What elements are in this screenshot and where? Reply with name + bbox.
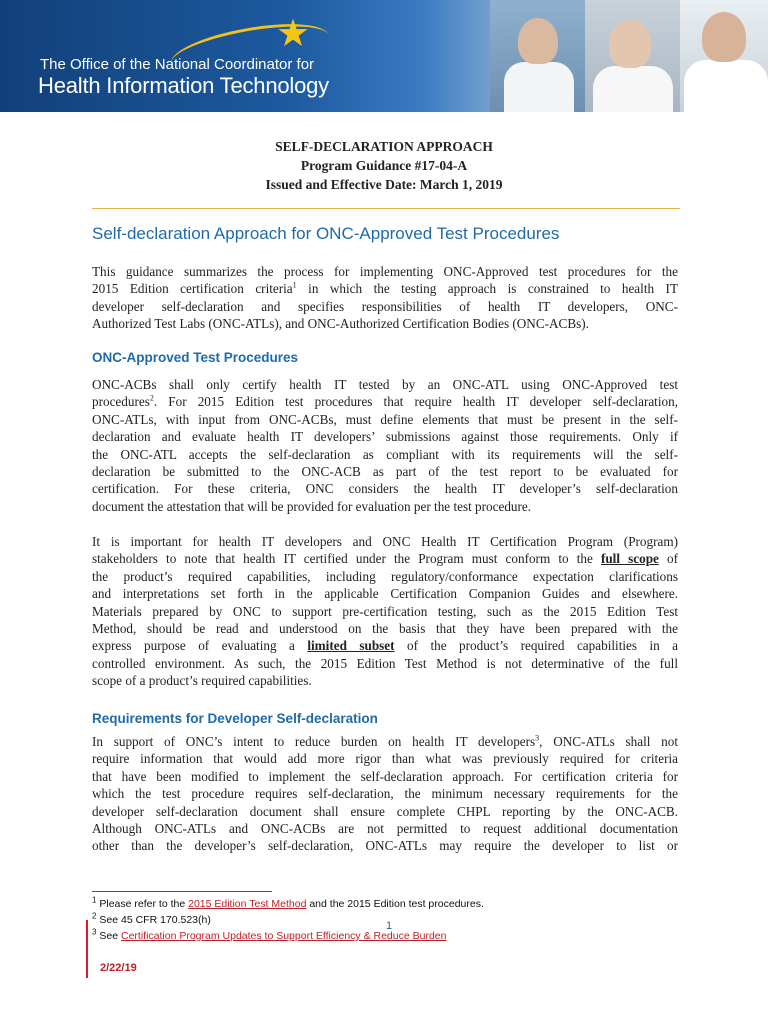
text-line: Although ONC-ATLs and ONC-ACBs are not permitted to request additional documentation [92,820,678,836]
text-line: developer self-declaration document shall ensure complete CHPL reporting by the ONC-ACB. [92,803,678,819]
org-name-line1: The Office of the National Coordinator for [40,56,315,73]
text-line: and interpretations set forth in the applicable Certification Companion Guides and elsewhere. [92,586,678,602]
text-line: certification. For these criteria, ONC considers the health IT developer’s self-declaration [92,481,678,497]
footnote-3: $^3$ See Certification Program Updates to Support Efficiency & Reduce Burden [92,927,447,942]
self-declaration-paragraph [92,733,678,855]
text-line: the product’s required capabilities, including regulatory/conformance expectation clarifications [92,568,678,584]
text-line: This guidance summarizes the process for implementing ONC-Approved test procedures for the [92,264,678,279]
text-line: ONC-ACBs shall only certify health IT tested by an ONC-ATL using ONC-Approved test [92,377,678,392]
main-heading: Self-declaration Approach for ONC-Approved Test Procedures [92,224,560,243]
footnote-ref-2[interactable]: 2 [149,394,154,403]
text-line: ONC-ATLs, with input from ONC-ACBs, must define elements that must be present in the self- [92,411,678,427]
revision-date: 2/22/19 [100,962,137,974]
footnote-ref-1[interactable]: 1 [292,281,297,290]
page-number: 1 [386,920,393,932]
header-banner [0,0,768,112]
limited-subset-emphasis: limited subset [307,638,395,654]
banner-photo-doctor [490,0,585,112]
text-line: stakeholders to note that health IT certified under the Program must conform to the full scope of [92,551,679,567]
text-line: scope of a product’s required capabilities. [92,673,312,689]
text-line: other than the developer’s self-declaration, ONC-ATLs may require the developer to list or [92,838,678,854]
footnote-ref-3[interactable]: 3 [535,733,540,743]
text-line: controlled environment. As such, the 2015 Edition Test Method is not determinative of the full [92,655,678,671]
text-line: express purpose of evaluating a limited subset of the product’s required capabilities in a [92,638,679,654]
text-line: declaration be submitted to the ONC-ACB as part of the test report to be evaluated for [92,463,678,479]
intro-paragraph [92,263,678,333]
scope-paragraph [92,533,678,690]
program-updates-link[interactable]: Certification Program Updates to Support Efficiency & Reduce Burden [120,930,447,942]
text-line: declaration and evaluate health IT developers’ submissions against those requirements. Only if [92,429,678,445]
text-line: 2015 Edition certification criteria$^1$ in which the testing approach is constrained to health IT [92,281,679,297]
text-line: Authorized Test Labs (ONC-ATLs), and ONC-Authorized Certification Bodies (ONC-ACBs). [92,316,589,332]
header-divider [92,208,680,209]
footnote-divider [92,891,272,892]
banner-photo-patient [585,0,680,112]
section-heading-test-procedures: ONC-Approved Test Procedures [92,350,299,365]
revision-bar [86,920,88,978]
text-line: which the test procedure requires self-declaration, the minimum necessary requirements for the [92,786,678,802]
text-line: document the attestation that will be provided for evaluation per the test procedure. [92,498,532,514]
text-line: that have been modified to implement the self-declaration approach. For certification criteria for [92,768,678,784]
footnote-1: $^1$ Please refer to the 2015 Edition Test Method and the 2015 Edition test procedures. [92,895,484,910]
star-icon: ★ [276,11,311,55]
guidance-number: Program Guidance #17-04-A [300,158,468,173]
text-line: procedures$^2$. For 2015 Edition test procedures that require health IT developer self-declaration, [92,394,678,410]
test-method-link[interactable]: 2015 Edition Test Method [188,898,307,910]
test-procedures-paragraph [92,376,678,515]
org-name-line2: Health Information Technology [38,73,329,98]
text-line: require information that would add more rigor than what was previously required for criteria [92,751,678,767]
text-line: Method, should be read and understood on the basis that they have been prepared with the [92,620,678,636]
text-line: Materials prepared by ONC to support pre-certification testing, such as the 2015 Edition Test [92,603,678,619]
section-heading-self-declaration: Requirements for Developer Self-declaration [92,711,378,726]
banner-photo-clinician [680,0,768,112]
text-line: developer self-declaration and specifies responsibilities of health IT developers, ONC- [92,298,678,314]
text-line: the ONC-ATL accepts the self-declaration as compliant with its requirements will the self- [92,446,678,462]
document-title: SELF-DECLARATION APPROACH [275,139,493,154]
text-line: In support of ONC’s intent to reduce burden on health IT developers$^3$, ONC-ATLs shall not [92,733,679,749]
text-line: It is important for health IT developers and ONC Health IT Certification Program (Program) [92,534,678,549]
issued-date: Issued and Effective Date: March 1, 2019 [265,177,503,192]
footnote-2: $^2$ See 45 CFR 170.523(h) [92,911,211,926]
full-scope-emphasis: full scope [600,551,659,567]
